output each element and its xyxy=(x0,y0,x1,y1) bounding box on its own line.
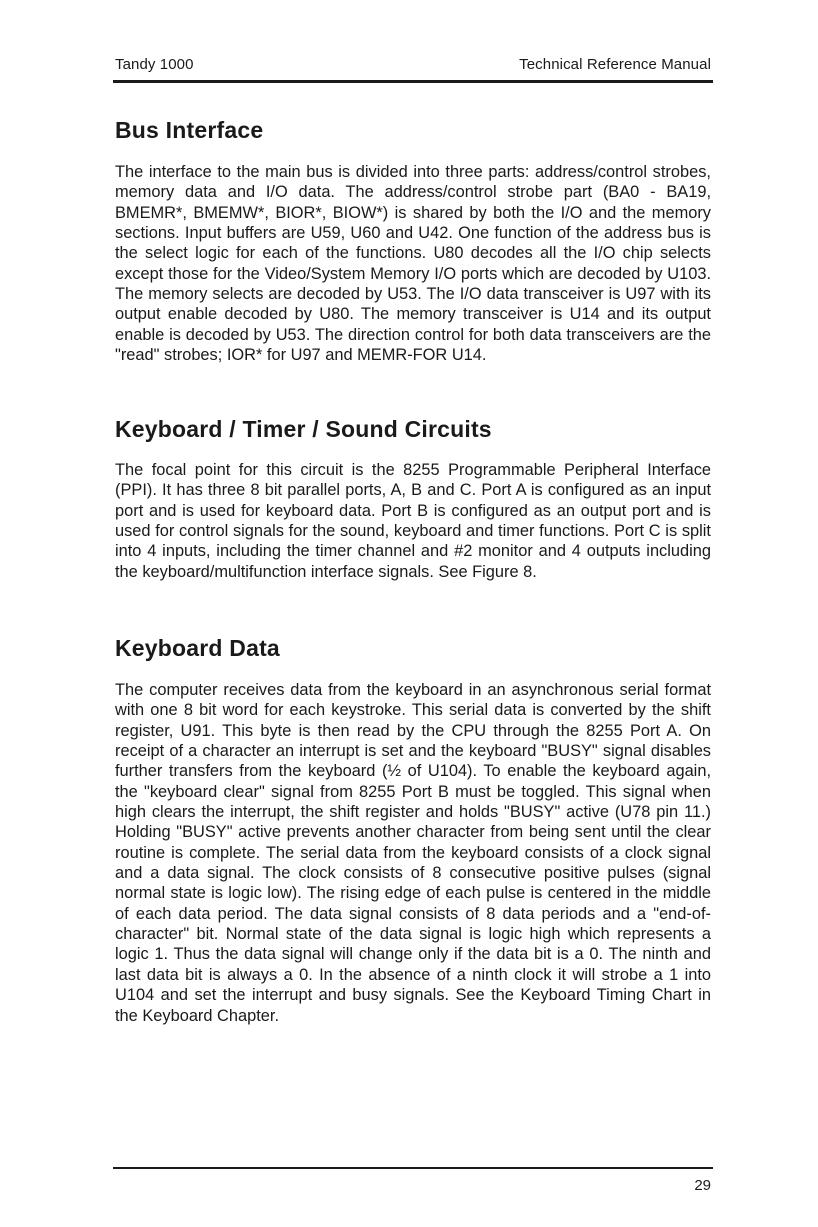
footer-rule xyxy=(113,1167,713,1169)
header-manual-title: Technical Reference Manual xyxy=(519,56,711,73)
paragraph-bus-interface: The interface to the main bus is divided into three parts: address/control strobes, memory data and I/O data. The address/control strobe part (BA0 - BA19, BMEMR*, BMEMW*, BIOR*, BIOW*) is shared by both the I/O and the memory sections. Input buffers are U59, U60 and U42. One function of the address bus is the select logic for each of the functions. U80 decodes all the I/O chip selects except those for the Video/System Memory I/O ports which are decoded by U103. The memory selects are decoded by U53. The I/O data transceiver is U97 with its output enable decoded by U80. The memory transceiver is U14 and its output enable is decoded by U53. The direction control for both data transceivers are the "read" strobes; IOR* for U97 and MEMR-FOR U14. xyxy=(115,163,711,365)
page-number: 29 xyxy=(694,1177,711,1194)
paragraph-keyboard-timer-sound: The focal point for this circuit is the 8255 Programmable Peripheral Interface (PPI). It has three 8 bit parallel ports, A, B and C. Port A is configured as an input port and is used for keyboard data. Port B is configured as an output port and is used for control signals for the sound, keyboard and timer functions. Port C is split into 4 inputs, including the timer channel and #2 monitor and 4 outputs including the keyboard/multifunction interface signals. See Figure 8. xyxy=(115,461,711,581)
section-title-keyboard-timer-sound: Keyboard / Timer / Sound Circuits xyxy=(115,416,492,442)
running-header xyxy=(115,56,711,73)
section-title-bus-interface: Bus Interface xyxy=(115,117,264,143)
paragraph-keyboard-data: The computer receives data from the keyboard in an asynchronous serial format with one 8 bit word for each keystroke. This serial data is converted by the shift register, U91. This byte is then read by the CPU through the 8255 Port A. On receipt of a character an interrupt is set and the keyboard "BUSY" signal disables further transfers from the keyboard (½ of U104). To enable the keyboard again, the "keyboard clear" signal from 8255 Port B must be toggled. This signal when high clears the interrupt, the shift register and holds "BUSY" active (U78 pin 11.) Holding "BUSY" active prevents another character from being sent until the clear routine is complete. The serial data from the keyboard consists of a clock signal and a data signal. The clock consists of 8 consecutive positive pulses (signal normal state is logic low). The rising edge of each pulse is centered in the middle of each data period. The data signal consists of 8 data periods and a "end-of-character" bit. Normal state of the data signal is logic high which represents a logic 1. Thus the data signal will change only if the data bit is a 0. The ninth and last data bit is always a 0. In the absence of a ninth clock it will strobe a 1 into U104 and set the interrupt and busy signals. See the Keyboard Timing Chart in the Keyboard Chapter. xyxy=(115,681,711,1025)
header-rule xyxy=(113,80,713,83)
header-product-name: Tandy 1000 xyxy=(115,56,194,73)
section-title-keyboard-data: Keyboard Data xyxy=(115,635,280,661)
